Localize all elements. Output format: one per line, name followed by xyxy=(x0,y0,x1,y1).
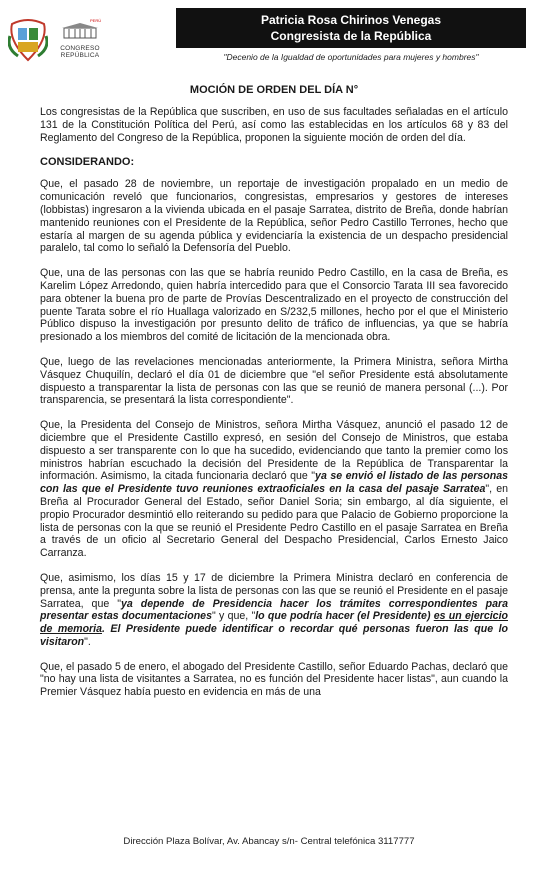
p5-text-g: ". xyxy=(84,635,91,648)
congreso-label-2: REPÚBLICA xyxy=(60,52,100,59)
decenio-slogan: "Decenio de la Igualdad de oportunidades para mujeres y hombres" xyxy=(223,52,479,62)
congress-building-icon xyxy=(60,22,100,40)
paragraph-4 xyxy=(40,419,508,560)
document-body xyxy=(40,84,508,711)
considerando-heading: CONSIDERANDO: xyxy=(40,156,135,169)
paragraph-6: Que, el pasado 5 de enero, el abogado del Presidente Castillo, señor Eduardo Pachas, declaró que "no hay una lista de visitantes a Sarratea, no es función del Presidente hacer listas", aun cuando la Premier Vásquez había puesto en evidencia en más de una xyxy=(40,660,508,699)
letterhead xyxy=(0,0,538,78)
footer-address: Dirección Plaza Bolívar, Av. Abancay s/n- Central telefónica 3117777 xyxy=(123,836,415,847)
banner-role: Congresista de la República xyxy=(270,29,432,43)
document-title: MOCIÓN DE ORDEN DEL DÍA N° xyxy=(189,84,359,96)
paragraph-1: Que, el pasado 28 de noviembre, un reportaje de investigación propalado en un medio de comunicación reveló que funcionarios, congresistas, empresarios y gestores de intereses (lobbistas) ingresaron a la vivienda ubicada en el pasaje Sarratea, distrito de Breña, donde habrían mantenido reuniones con el Presidente de la República, señor Pedro Castillo Terrones, hecho que estaría al margen de su agenda pública y evidenciaría la existencia de un despacho presidencial paralelo, tal como lo señaló la Defensoría del Pueblo. xyxy=(40,178,508,255)
p5-text-c: " y que, " xyxy=(211,610,256,623)
paragraph-2: Que, una de las personas con las que se habría reunido Pedro Castillo, en la casa de Breña, es Karelim López Arredondo, quien habría intercedido para que el Consorcio Tarata III sea favorecido para obtener la buena pro de parte de Provías Descentralizado en el proyecto de construcción del puente Tarata sobre el río Huallaga valorizado en S/232,5 millones, hecho por el que el Ministerio Público dispuso la investigación por presunto delito de tráfico de influencias, ya que se habría presionado a los miembros del comité de licitación de la mencionada obra. xyxy=(40,267,508,344)
paragraph-5 xyxy=(40,572,508,649)
p4-text-a: Que, la Presidenta del Consejo de Ministros, señora Mirtha Vásquez, anunció el pasado 12 de diciembre que el Presidente Castillo expresó, en sesión del Consejo de Ministros, que estaba dispuesto a ser transparente con lo que ha sucedido, evidenciando que tanto la premier como los ministros habrían escuchado la decisión del Presidente de la República de Transparentar la información. Asimismo, la citada funcionaria declaró que " xyxy=(40,419,508,483)
congreso-logo xyxy=(56,18,104,68)
congreso-label-1: CONGRESO xyxy=(60,45,100,52)
p4-quote: ya se envió el listado de las personas con las que el Presidente tuvo reuniones extraoficiales en la casa del pasaje Sarratea xyxy=(40,470,508,496)
p5-text-a: Que, asimismo, los días 15 y 17 de diciembre la Primera Ministra declaró en conferencia de prensa, ante la pregunta sobre la lista de personas con las que se reunió el Presidente en el pasaje Sarratea, que " xyxy=(40,571,508,610)
p5-quote-1: ya depende de Presidencia hacer los trámites correspondientes para presentar estas documentaciones xyxy=(40,597,508,623)
p5-quote-2-underlined: es un ejercicio de memoria xyxy=(40,610,508,636)
paragraph-3: Que, luego de las revelaciones mencionadas anteriormente, la Primera Ministra, señora Mirtha Vásquez Chuquilín, declaró el día 01 de diciembre que "el señor Presidente está absolutamente dispuesto a transparentar la lista de personas con las que se reunió de manera personal (...). Por transparencia, se presentará la lista correspondiente". xyxy=(40,355,508,407)
peru-coat-of-arms-icon xyxy=(8,14,48,62)
p4-text-c: ", en Breña al Procurador General del Estado, señor Daniel Soria; sin embargo, al día siguiente, el propio Procurador desmintió ello reiterando su pedido para que Palacio de Gobierno proporcione la lista de personas con la que se reunió el Presidente Pedro Castillo en el pasaje Sarratea en Breña a través de un oficio al Secretario General del Despacho Presidencial, Carlos Ernesto Jaico Carranza. xyxy=(40,483,509,560)
congresista-banner xyxy=(176,8,526,48)
intro-paragraph: Los congresistas de la República que suscriben, en uso de sus facultades señaladas en el artículo 131 de la Constitución Política del Perú, así como las establecidas en los artículos 68 y 83 del Reglamento del Congreso de la República, proponen la siguiente moción de orden del día. xyxy=(40,106,508,144)
congreso-peru-mark: PERÚ xyxy=(90,18,102,23)
banner-name: Patricia Rosa Chirinos Venegas xyxy=(260,13,442,27)
p5-quote-2a: lo que podría hacer (el Presidente) xyxy=(255,610,434,623)
p5-quote-2b: . El Presidente puede identificar o recordar qué personas fueron las que lo visitaron xyxy=(40,623,508,648)
